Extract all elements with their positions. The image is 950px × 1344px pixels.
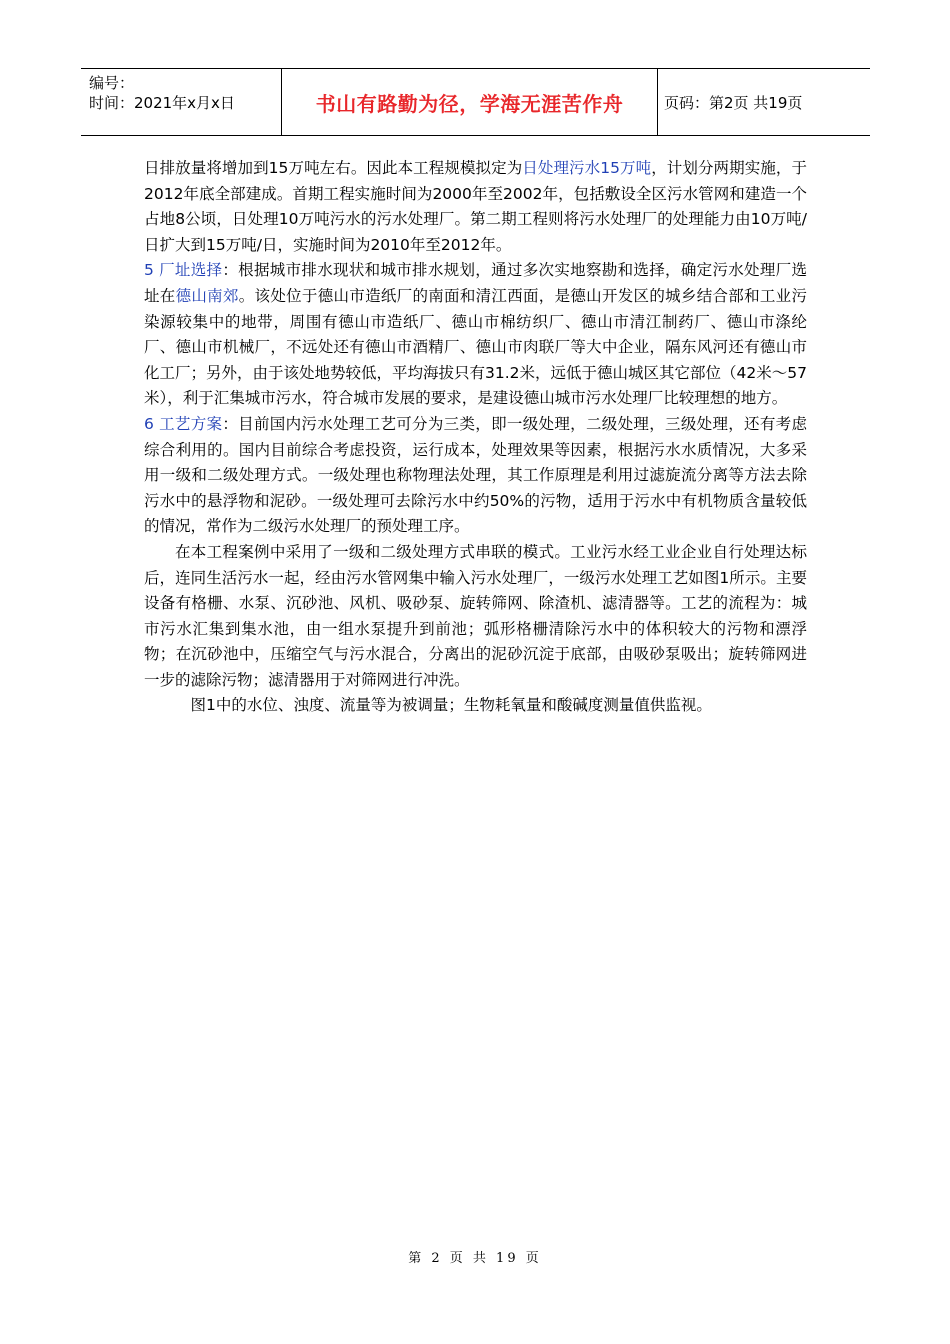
paragraph-scale [144, 156, 807, 258]
header-meta [81, 69, 282, 135]
page-header [81, 68, 870, 136]
hyperlink-deshan-south[interactable]: 德山南郊 [175, 286, 239, 305]
paragraph-text: ：根据城市排水现状和城市排水规划，通过多次实地察勘和选择，确定污水处理厂选址在 [144, 261, 807, 305]
paragraph-text: 日排放量将增加到15万吨左右。因此本工程规模拟定为 [144, 159, 523, 177]
paragraph-figure-note: 图1中的水位、浊度、流量等为被调量；生物耗氧量和酸碱度测量值供监视。 [190, 696, 712, 715]
paragraph-site-selection [144, 258, 807, 412]
paragraph-text: 。该处位于德山市造纸厂的南面和清江西面，是德山开发区的城乡结合部和工业污染源较集中的地带，周围有德山市造纸厂、德山市棉纺织厂、德山市清江制药厂、德山市涤纶厂、德山市机械厂，不远处还有德山市酒精厂、德山市肉联厂等大中企业，隔东风河还有德山市化工厂；另外，由于该处地势较低，平均海拔只有31.2米，远低于德山城区其它部位（42米～57米），利于汇集城市污水，符合城市发展的要求，是建设德山城市污水处理厂比较理想的地方。 [144, 286, 807, 408]
paragraph-process-plan [144, 412, 807, 540]
document-body [144, 156, 807, 719]
hyperlink-process-plan-heading[interactable]: 6 工艺方案 [144, 414, 223, 433]
header-page-info: 页码：第2页 共19页 [664, 93, 803, 112]
paragraph-text: ：目前国内污水处理工艺可分为三类，即一级处理，二级处理，三级处理，还有考虑综合利用的。国内目前综合考虑投资，运行成本，处理效果等因素，根据污水水质情况，大多采用一级和二级处理方式。一级处理也称物理法处理，其工作原理是利用过滤旋流分离等方法去除污水中的悬浮物和泥砂。一级处理可去除污水中约50%的污物，适用于污水中有机物质含量较低的情况，常作为二级污水处理厂的预处理工序。 [144, 414, 807, 536]
document-date: 时间：2021年x月x日 [89, 94, 235, 112]
hyperlink-site-selection-heading[interactable]: 5 厂址选择 [144, 261, 223, 280]
header-motto: 书山有路勤为径，学海无涯苦作舟 [282, 69, 658, 135]
document-number-label: 编号： [89, 74, 135, 92]
paragraph-case-study: 在本工程案例中采用了一级和二级处理方式串联的模式。工业污水经工业企业自行处理达标后，连同生活污水一起，经由污水管网集中输入污水处理厂，一级污水处理工艺如图1所示。主要设备有格栅、水泵、沉砂池、风机、吸砂泵、旋转筛网、除渣机、滤清器等。工艺的流程为：城市污水汇集到集水池，由一组水泵提升到前池；弧形格栅清除污水中的体积较大的污物和漂浮物；在沉砂池中，压缩空气与污水混合，分离出的泥砂沉淀于底部，由吸砂泵吸出；旋转筛网进一步的滤除污物；滤清器用于对筛网进行冲洗。 [144, 542, 807, 689]
paragraph-text: ，计划分两期实施，于2012年底全部建成。首期工程实施时间为2000年至2002年，包括敷设全区污水管网和建造一个占地8公顷，日处理10万吨污水的污水处理厂。第二期工程则将污水处理厂的处理能力由10万吨/日扩大到15万吨/日，实施时间为2010年至2012年。 [144, 159, 807, 254]
page-footer: 第 2 页 共 19 页 [408, 1251, 542, 1266]
hyperlink-daily-capacity[interactable]: 日处理污水15万吨 [522, 159, 652, 177]
